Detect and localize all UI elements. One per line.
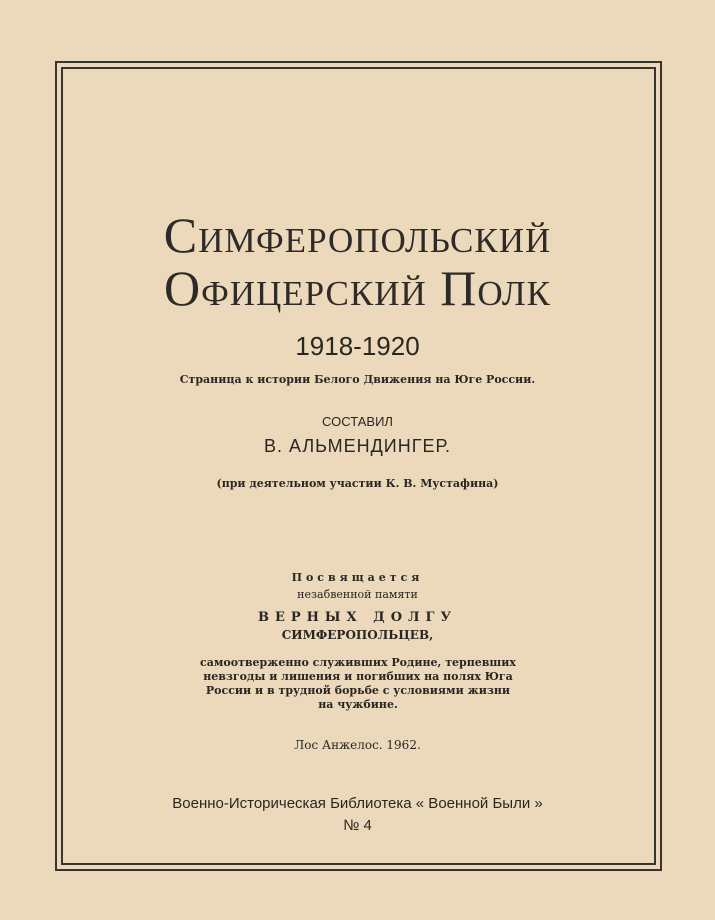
dedication-line-4: СИМФЕРОПОЛЬЦЕВ, [281, 628, 434, 642]
title-line-1: Симферопольский [163, 207, 552, 263]
dedication-line-1: Посвящается [291, 571, 424, 584]
collaboration: (при деятельном участии К. В. Мустафина) [216, 477, 499, 490]
dedication-line-2: незабвенной памяти [297, 588, 418, 601]
series-number: № 4 [343, 817, 372, 834]
dedication-text: самоотверженно служивших Родине, терпевших невзгоды и лишения и погибших на полях Юга России и в трудной борьбе с условиями жизни на чужбине. [200, 656, 516, 711]
dedication-line-3: ВЕРНЫХ ДОЛГУ [257, 610, 458, 625]
subtitle: Страница к истории Белого Движения на Юге России. [179, 373, 536, 386]
series-title: Военно-Историческая Библиотека « Военной Были » [172, 795, 543, 812]
compiled-label: СОСТАВИЛ [322, 414, 393, 429]
author: В. АЛЬМЕНДИНГЕР. [263, 436, 452, 456]
years: 1918-1920 [295, 331, 420, 361]
title-line-2: Офицерский Полк [163, 260, 552, 316]
place-year: Лос Анжелос. 1962. [294, 738, 421, 752]
